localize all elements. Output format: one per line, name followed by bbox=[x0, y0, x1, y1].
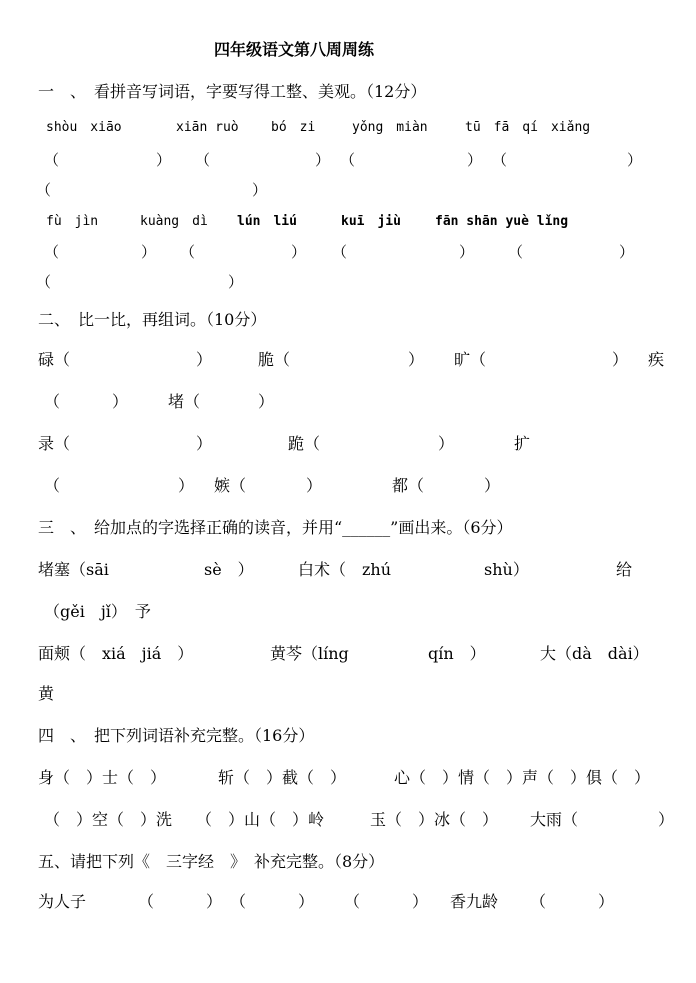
answer-bracket: （ bbox=[332, 243, 348, 261]
reading-item: 面颊（ xiá jiá ） bbox=[38, 644, 194, 663]
compare-item: 嫉（ bbox=[214, 476, 247, 495]
reading-item: qín ） bbox=[428, 644, 486, 663]
section-1-heading: 一 、 看拼音写词语，字要写得工整、美观。（12分） bbox=[38, 82, 427, 101]
classic-item: （ bbox=[138, 892, 155, 911]
answer-bracket: （ bbox=[44, 151, 60, 169]
answer-bracket: （ bbox=[36, 181, 52, 199]
idiom-item: 斩（ ）截（ ） bbox=[218, 768, 347, 787]
answer-bracket: （ bbox=[508, 243, 524, 261]
answer-bracket: （ bbox=[195, 151, 211, 169]
pinyin-item: kuàng dì bbox=[140, 214, 208, 229]
answer-bracket: （ bbox=[180, 243, 196, 261]
compare-item: 堵（ bbox=[168, 392, 201, 411]
pinyin-item: shòu xiāo bbox=[46, 120, 122, 135]
compare-item: 录（ bbox=[38, 434, 71, 453]
pinyin-item: xiān ruò bbox=[176, 120, 239, 135]
compare-item: ） bbox=[612, 350, 629, 369]
section-4-heading: 四 、 把下列词语补充完整。（16分） bbox=[38, 726, 315, 745]
classic-item: ） bbox=[412, 892, 429, 911]
reading-item: （gěi jǐ） 予 bbox=[44, 602, 151, 621]
classic-item: 香九龄 bbox=[450, 892, 499, 911]
page-title: 四年级语文第八周周练 bbox=[214, 40, 375, 59]
answer-bracket: （ bbox=[36, 273, 52, 291]
classic-item: （ bbox=[530, 892, 547, 911]
compare-item: 都（ bbox=[392, 476, 425, 495]
compare-item: ） bbox=[306, 476, 323, 495]
idiom-item: ） bbox=[658, 810, 675, 829]
compare-item: ） bbox=[484, 476, 501, 495]
answer-bracket: ） bbox=[627, 151, 643, 169]
idiom-item: 玉（ ）冰（ ） bbox=[370, 810, 499, 829]
idiom-item: 身（ ）士（ ） bbox=[38, 768, 167, 787]
reading-item: 黄芩（líng bbox=[270, 644, 349, 663]
answer-bracket: ） bbox=[141, 243, 157, 261]
idiom-item: 大雨（ bbox=[530, 810, 579, 829]
compare-item: 脆（ bbox=[258, 350, 291, 369]
compare-item: 疾 bbox=[648, 350, 665, 369]
reading-item: 黄 bbox=[38, 684, 55, 703]
answer-bracket: ） bbox=[459, 243, 475, 261]
reading-item: 白术（ zhú bbox=[298, 560, 392, 579]
pinyin-item: tū fā qí xiǎng bbox=[465, 120, 591, 135]
answer-bracket: ） bbox=[467, 151, 483, 169]
compare-item: ） bbox=[408, 350, 425, 369]
answer-bracket: ） bbox=[156, 151, 172, 169]
reading-item: sè ） bbox=[204, 560, 254, 579]
compare-item: 跪（ bbox=[288, 434, 321, 453]
classic-item: ） bbox=[598, 892, 615, 911]
idiom-item: （ ）空（ ）洗 bbox=[44, 810, 173, 829]
pinyin-item: yǒng miàn bbox=[352, 120, 428, 135]
compare-item: ） bbox=[258, 392, 275, 411]
compare-item: ） bbox=[196, 434, 213, 453]
idiom-item: （ ）山（ ）岭 bbox=[196, 810, 325, 829]
answer-bracket: （ bbox=[340, 151, 356, 169]
answer-bracket: ） bbox=[252, 181, 268, 199]
section-5-heading: 五、请把下列《 三字经 》 补充完整。（8分） bbox=[38, 852, 385, 871]
idiom-item: 心（ ）情（ ）声（ ）俱（ ） bbox=[394, 768, 651, 787]
compare-item: 旷（ bbox=[454, 350, 487, 369]
pinyin-item: bó zi bbox=[271, 120, 316, 135]
section-3-heading: 三 、 给加点的字选择正确的读音，并用“______”画出来。（6分） bbox=[38, 518, 513, 537]
reading-item: 堵塞（sāi bbox=[38, 560, 109, 579]
pinyin-item: kuī jiù bbox=[341, 214, 401, 229]
compare-item: ） bbox=[438, 434, 455, 453]
compare-item: 碌（ bbox=[38, 350, 71, 369]
classic-item: ） bbox=[298, 892, 315, 911]
classic-item: （ bbox=[344, 892, 361, 911]
reading-item: 给 bbox=[616, 560, 633, 579]
reading-item: 大（dà dài） bbox=[540, 644, 649, 663]
compare-item: 扩 bbox=[514, 434, 531, 453]
answer-bracket: ） bbox=[619, 243, 635, 261]
answer-bracket: （ bbox=[492, 151, 508, 169]
classic-item: 为人子 bbox=[38, 892, 87, 911]
answer-bracket: ） bbox=[315, 151, 331, 169]
answer-bracket: ） bbox=[228, 273, 244, 291]
compare-item: ） bbox=[178, 476, 195, 495]
compare-item: ） bbox=[112, 392, 129, 411]
classic-item: ） bbox=[206, 892, 223, 911]
pinyin-item: fān shān yuè lǐng bbox=[435, 214, 569, 229]
answer-bracket: ） bbox=[291, 243, 307, 261]
classic-item: （ bbox=[230, 892, 247, 911]
answer-bracket: （ bbox=[44, 243, 60, 261]
compare-item: （ bbox=[44, 476, 61, 495]
compare-item: （ bbox=[44, 392, 61, 411]
section-2-heading: 二、 比一比，再组词。（10分） bbox=[38, 310, 267, 329]
reading-item: shù） bbox=[484, 560, 529, 579]
compare-item: ） bbox=[196, 350, 213, 369]
pinyin-item: fù jìn bbox=[46, 214, 99, 229]
pinyin-item: lún liú bbox=[237, 214, 297, 229]
